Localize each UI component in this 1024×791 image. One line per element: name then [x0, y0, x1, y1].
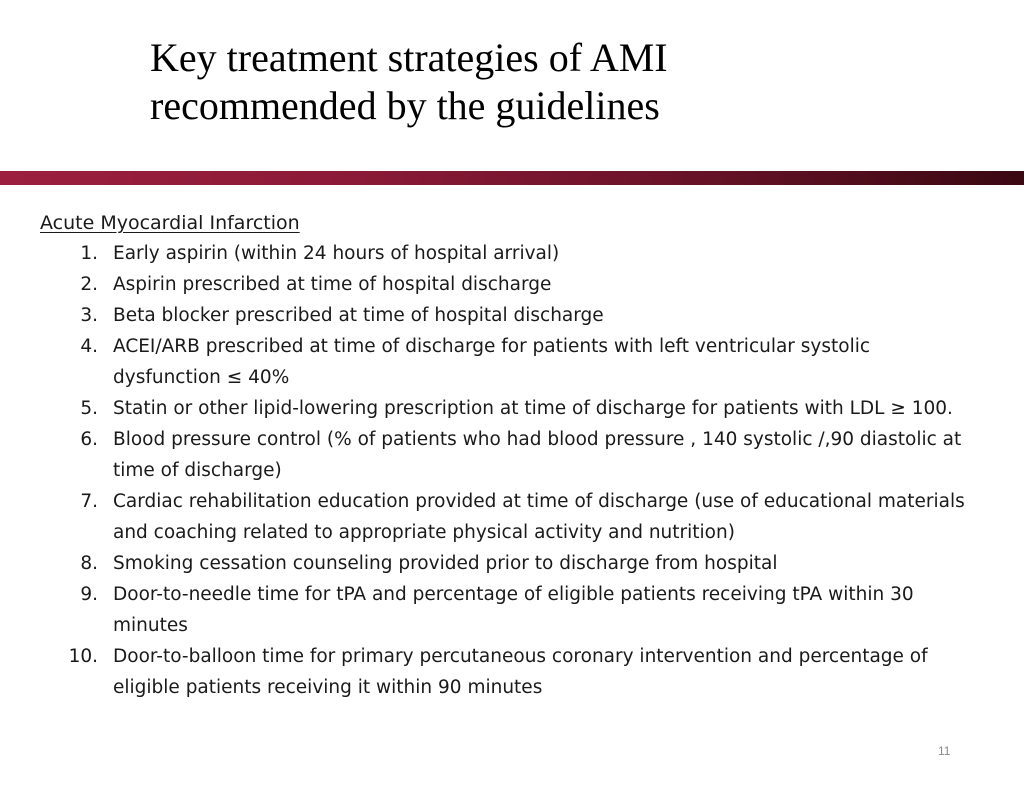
slide-title-line-1: Key treatment strategies of AMI — [150, 35, 668, 80]
list-item-text: ACEI/ARB prescribed at time of discharge for patients with left ventricular systolic dysfunction ≤ 40% — [113, 336, 871, 388]
list-item-number: 6. — [80, 429, 98, 450]
list-item-number: 3. — [80, 305, 98, 326]
list-item-number: 2. — [80, 274, 98, 295]
list-item-8 — [40, 548, 980, 579]
list-item-number: 7. — [80, 491, 98, 512]
list-item-10 — [40, 641, 980, 703]
list-item-number: 4. — [80, 336, 98, 357]
strategy-list — [40, 238, 980, 703]
list-item-4 — [40, 331, 980, 393]
list-item-6 — [40, 424, 980, 486]
list-item-text: Door-to-balloon time for primary percutaneous coronary intervention and percentage of eligible patients receiving it within 90 minutes — [113, 646, 928, 698]
list-item-1 — [40, 238, 980, 269]
title-divider-bar — [0, 171, 1024, 185]
list-heading: Acute Myocardial Infarction — [40, 212, 300, 234]
list-item-text: Aspirin prescribed at time of hospital discharge — [113, 274, 552, 295]
list-item-5 — [40, 393, 980, 424]
page-number: 11 — [938, 744, 951, 758]
list-item-3 — [40, 300, 980, 331]
slide-title-line-2: recommended by the guidelines — [150, 83, 660, 128]
slide-title — [150, 34, 970, 130]
list-item-number: 1. — [80, 243, 98, 264]
list-item-number: 5. — [80, 398, 98, 419]
list-item-number: 9. — [80, 584, 98, 605]
slide-content — [40, 208, 980, 703]
list-item-text: Door-to-needle time for tPA and percentage of eligible patients receiving tPA within 30 minutes — [113, 584, 914, 636]
list-item-number: 8. — [80, 553, 98, 574]
list-item-9 — [40, 579, 980, 641]
list-item-7 — [40, 486, 980, 548]
list-item-number: 10. — [68, 646, 98, 667]
list-item-text: Blood pressure control (% of patients who had blood pressure , 140 systolic /,90 diastolic at time of discharge) — [113, 429, 962, 481]
list-item-text: Cardiac rehabilitation education provided at time of discharge (use of educational materials and coaching related to appropriate physical activity and nutrition) — [113, 491, 965, 543]
list-item-text: Smoking cessation counseling provided prior to discharge from hospital — [113, 553, 778, 574]
list-item-text: Beta blocker prescribed at time of hospital discharge — [113, 305, 604, 326]
list-item-text: Early aspirin (within 24 hours of hospital arrival) — [113, 243, 560, 264]
list-item-text: Statin or other lipid-lowering prescription at time of discharge for patients with LDL ≥ 100. — [113, 398, 953, 419]
list-item-2 — [40, 269, 980, 300]
